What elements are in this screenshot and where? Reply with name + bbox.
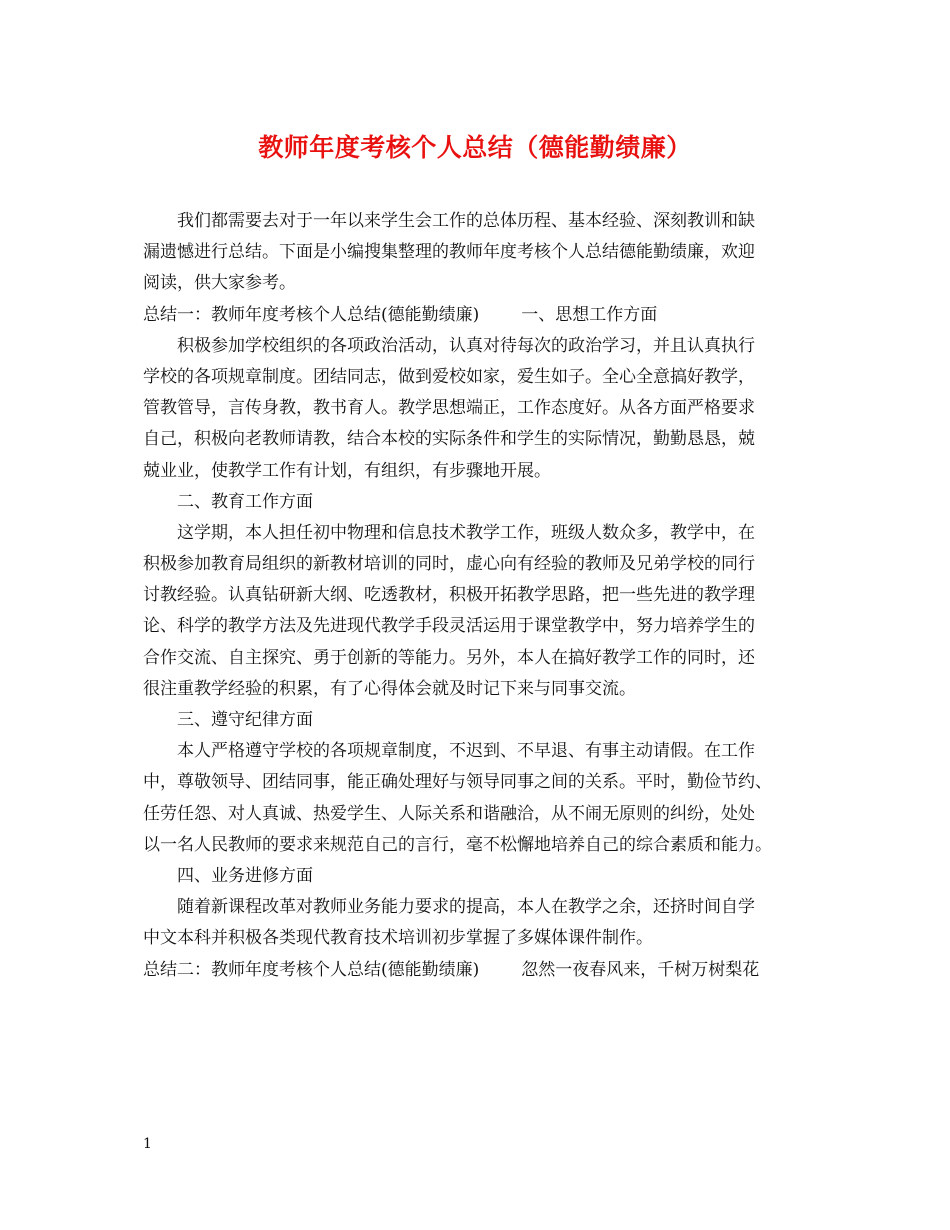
line-tail-text: 一、思想工作方面 <box>521 304 658 325</box>
paragraph-line <box>143 300 823 331</box>
paragraph-line <box>143 237 823 268</box>
paragraph-line <box>143 580 823 611</box>
line-text: 漏遗憾进行总结。下面是小编搜集整理的教师年度考核个人总结德能勤绩廉，欢迎 <box>143 242 755 263</box>
paragraph-line <box>143 830 823 861</box>
line-text: 自己，积极向老教师请教，结合本校的实际条件和学生的实际情况，勤勤恳恳，兢 <box>143 429 755 450</box>
paragraph-line <box>143 861 823 892</box>
line-text: 任劳任怨、对人真诚、热爱学生、人际关系和谐融洽，从不闹无原则的纠纷，处处 <box>143 803 755 824</box>
paragraph-line <box>143 923 823 954</box>
paragraph-line <box>143 549 823 580</box>
paragraph-line <box>143 424 823 455</box>
paragraph-line <box>143 767 823 798</box>
line-text: 兢业业，使教学工作有计划，有组织，有步骤地开展。 <box>143 460 551 481</box>
paragraph-line <box>143 393 823 424</box>
line-text: 随着新课程改革对教师业务能力要求的提高，本人在教学之余，还挤时间自学 <box>177 897 755 918</box>
paragraph-line <box>143 362 823 393</box>
paragraph-line <box>143 705 823 736</box>
page-number: 1 <box>143 1136 152 1152</box>
line-text: 二、教育工作方面 <box>177 491 313 512</box>
line-text: 总结二：教师年度考核个人总结(德能勤绩廉) <box>143 959 480 980</box>
line-text: 中，尊敬领导、团结同事，能正确处理好与领导同事之间的关系。平时，勤俭节约、 <box>143 772 772 793</box>
line-text: 很注重教学经验的积累，有了心得体会就及时记下来与同事交流。 <box>143 678 636 699</box>
paragraph-line <box>143 674 823 705</box>
line-text: 合作交流、自主探究、勇于创新的等能力。另外，本人在搞好教学工作的同时，还 <box>143 647 755 668</box>
line-text: 我们都需要去对于一年以来学生会工作的总体历程、基本经验、深刻教训和缺 <box>177 211 755 231</box>
paragraph-line <box>143 518 823 549</box>
paragraph-line <box>143 331 823 362</box>
line-text: 总结一：教师年度考核个人总结(德能勤绩廉) <box>143 304 480 325</box>
paragraph-line <box>143 955 823 986</box>
line-text: 中文本科并积极各类现代教育技术培训初步掌握了多媒体课件制作。 <box>143 928 653 949</box>
line-text: 阅读，供大家参考。 <box>143 273 296 294</box>
line-text: 积极参加教育局组织的新教材培训的同时，虚心向有经验的教师及兄弟学校的同行 <box>143 554 755 575</box>
paragraph-line <box>143 643 823 674</box>
line-text: 积极参加学校组织的各项政治活动，认真对待每次的政治学习，并且认真执行 <box>177 335 755 356</box>
line-text: 三、遵守纪律方面 <box>177 710 313 730</box>
paragraph-line <box>143 268 823 299</box>
line-text: 讨教经验。认真钻研新大纲、吃透教材，积极开拓教学思路，把一些先进的教学理 <box>143 585 755 606</box>
paragraph-line <box>143 799 823 830</box>
paragraph-line <box>143 736 823 767</box>
line-text: 这学期，本人担任初中物理和信息技术教学工作，班级人数众多，教学中，在 <box>177 522 755 543</box>
line-text: 论、科学的教学方法及先进现代教学手段灵活运用于课堂教学中，努力培养学生的 <box>143 616 755 637</box>
document-body <box>143 206 823 986</box>
document-title: 教师年度考核个人总结（德能勤绩廉） <box>258 133 692 162</box>
paragraph-line <box>143 487 823 518</box>
line-text: 四、业务进修方面 <box>177 865 313 886</box>
paragraph-line <box>143 611 823 642</box>
line-text: 以一名人民教师的要求来规范自己的言行，毫不松懈地培养自己的综合素质和能力。 <box>143 834 772 855</box>
line-text: 本人严格遵守学校的各项规章制度，不迟到、不早退、有事主动请假。在工作 <box>177 741 755 762</box>
paragraph-line <box>143 456 823 487</box>
line-text: 管教管导，言传身教，教书育人。教学思想端正，工作态度好。从各方面严格要求 <box>143 398 755 419</box>
line-text: 学校的各项规章制度。团结同志，做到爱校如家，爱生如子。全心全意搞好教学， <box>143 366 755 387</box>
paragraph-line <box>143 206 823 237</box>
line-tail-text: 忽然一夜春风来，千树万树梨花 <box>521 959 760 980</box>
paragraph-line <box>143 892 823 923</box>
